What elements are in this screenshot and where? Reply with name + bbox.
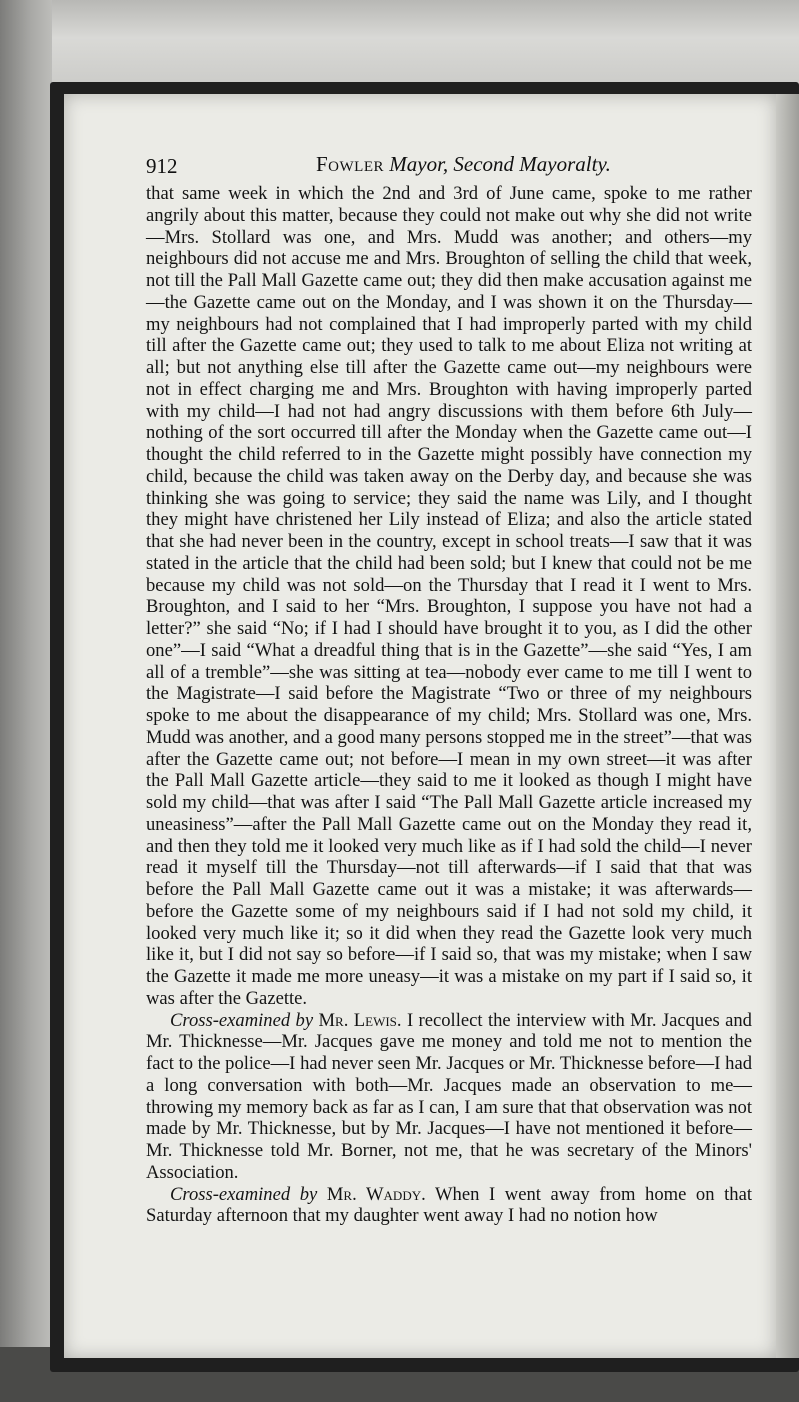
running-head-title: Mayor, Second Mayoralty. bbox=[389, 152, 611, 176]
counsel-name: Mr. Waddy. bbox=[326, 1183, 426, 1205]
page-gutter bbox=[776, 94, 799, 1358]
background-left-edge bbox=[0, 0, 52, 1402]
paragraph-cross-examination bbox=[146, 1010, 752, 1184]
cross-examined-label: Cross-examined by bbox=[170, 1183, 318, 1205]
paragraph-text: that same week in which the 2nd and 3rd of June came, spoke to me rather angrily about this matter, because they could not make out why she did not write—Mrs. Stollard was one, and Mrs. Mudd was another; and others—my neighbours did not accuse me and Mrs. Broughton of selling the child that week, not till the Pall Mall Gazette came out; they did then make accusation against me—the Gazette came out on the Monday, and I was shown it on the Thursday—my neighbours had not complained that I had improperly parted with my child till after the Gazette came out; they used to talk to me about Eliza not writing at all; but not anything else till after the Gazette came out—my neighbours were not in effect charging me and Mrs. Broughton with having improperly parted with my child—I had not had angry discussions with them before 6th July—nothing of the sort occurred till after the Monday when the Gazette came out—I thought the child referred to in the Gazette might possibly have connection my child, because the child was taken away on the Derby day, and because she was thinking she was going to service; they said the name was Lily, and I thought they might have christened her Lily instead of Eliza; and also the article stated that she had never been in the country, except in school treats—I saw that it was stated in the article that the child had been sold; but I knew that could not be me because my child was not sold—on the Thursday that I read it I went to Mrs. Broughton, and I said to her “Mrs. Broughton, I suppose you have not had a letter?” she said “No; if I had I should have brought it to you, as I did the other one”—I said “What a dreadful thing that is in the Gazette”—she said “Yes, I am all of a tremble”—she was sitting at tea—nobody ever came to me till I went to the Magistrate—I said before the Magistrate “Two or three of my neighbours spoke to me about the disappearance of my child; Mrs. Stollard was one, Mrs. Mudd was another, and a good many persons stopped me in the street”—that was after the Gazette came out; not before—I mean in my own street—it was after the Pall Mall Gazette article—they said to me it looked as though I might have sold my child—that was after I said “The Pall Mall Gazette article increased my uneasiness”—after the Pall Mall Gazette came out on the Monday they read it, and then they told me it looked very much like as if I had sold the child—I never read it myself till the Thursday—not till afterwards—if I said that that was before the Pall Mall Gazette came out it was a mistake; it was afterwards—before the Gazette some of my neighbours said if I had not sold my child, it looked very much like it; so it did when they read the Gazette look very much like it, but I did not say so before—if I said so, that was my mistake; when I saw the Gazette it made me more uneasy—it was a mistake on my part if I said so, it was after the Gazette. bbox=[146, 183, 752, 1009]
running-head bbox=[316, 152, 611, 177]
counsel-name: Mr. Lewis. bbox=[318, 1009, 402, 1031]
running-head-name: Fowler bbox=[316, 152, 384, 176]
paragraph-text: I recollect the interview with Mr. Jacques and Mr. Thicknesse—Mr. Jacques gave me money and told me not to mention the fact to the police—I had never seen Mr. Jacques or Mr. Thicknesse before—I had a long conversation with both—Mr. Jacques made an observation to me—throwing my memory back as far as I can, I am sure that that observation was not made by Mr. Thicknesse, but by Mr. Jacques—I have not mentioned it before—Mr. Thicknesse told Mr. Borner, not me, that he was secretary of the Minors' Association. bbox=[146, 1009, 752, 1183]
background-paper-top bbox=[0, 0, 799, 95]
cross-examined-label: Cross-examined by bbox=[170, 1009, 314, 1031]
paragraph-continuation bbox=[146, 183, 752, 1010]
page-header bbox=[84, 148, 764, 178]
page-body bbox=[146, 183, 752, 1227]
page-number: 912 bbox=[146, 154, 178, 178]
paragraph-text: When I went away from home on that Saturday afternoon that my daughter went away I had no notion how bbox=[146, 1183, 752, 1227]
paragraph-cross-examination bbox=[146, 1184, 752, 1228]
